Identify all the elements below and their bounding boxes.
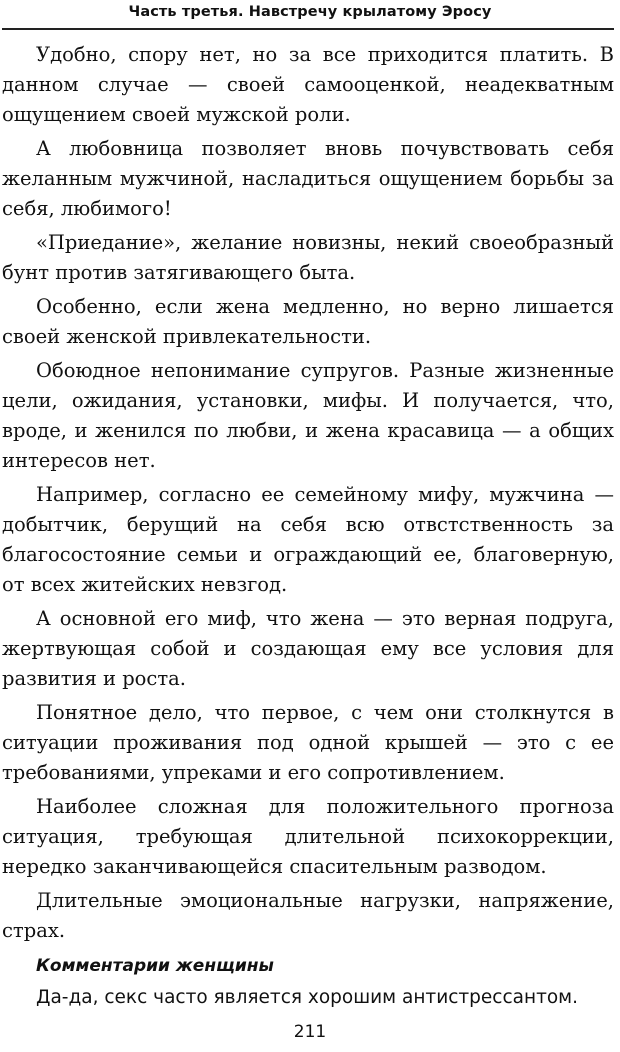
paragraph: Длительные эмоциональные нагрузки, напряжение, страх.: [2, 889, 614, 942]
section-heading: Комментарии женщины: [36, 956, 274, 976]
header-rule: [2, 28, 614, 30]
body-text: [2, 40, 614, 950]
paragraph: Понятное дело, что первое, с чем они столкнутся в ситуации проживания под одной крышей — это с ее требованиями, упреками и его сопротивлением.: [2, 701, 614, 784]
paragraph: Удобно, спору нет, но за все приходится платить. В данном случае — своей самооценкой, неадекватным ощущением своей мужской роли.: [2, 43, 614, 126]
running-head: Часть третья. Навстречу крылатому Эросу: [128, 4, 492, 20]
paragraph: А основной его миф, что жена — это верная подруга, жертвующая собой и создающая ему все условия для развития и роста.: [2, 607, 614, 690]
paragraph: Особенно, если жена медленно, но верно лишается своей женской привлекательности.: [2, 295, 614, 348]
paragraph: Наиболее сложная для положительного прогноза ситуация, требующая длительной психокоррекции, нередко заканчивающейся спасительным разводом.: [2, 795, 614, 878]
paragraph: А любовница позволяет вновь почувствовать себя желанным мужчиной, насладиться ощущением борьбы за себя, любимого!: [2, 137, 614, 220]
paragraph: Обоюдное непонимание супругов. Разные жизненные цели, ожидания, установки, мифы. И получается, что, вроде, и женился по любви, и жена красавица — а общих интересов нет.: [2, 359, 614, 472]
comment-text: Да-да, секс часто является хорошим антистрессантом.: [36, 987, 579, 1008]
paragraph: «Приедание», желание новизны, некий своеобразный бунт против затягивающего быта.: [2, 231, 614, 284]
page-number: 211: [293, 1022, 327, 1042]
paragraph: Например, согласно ее семейному мифу, мужчина — добытчик, берущий на себя всю отвстственность за благосостояние семьи и ограждающий ее, благоверную, от всех житейских невзгод.: [2, 483, 614, 596]
